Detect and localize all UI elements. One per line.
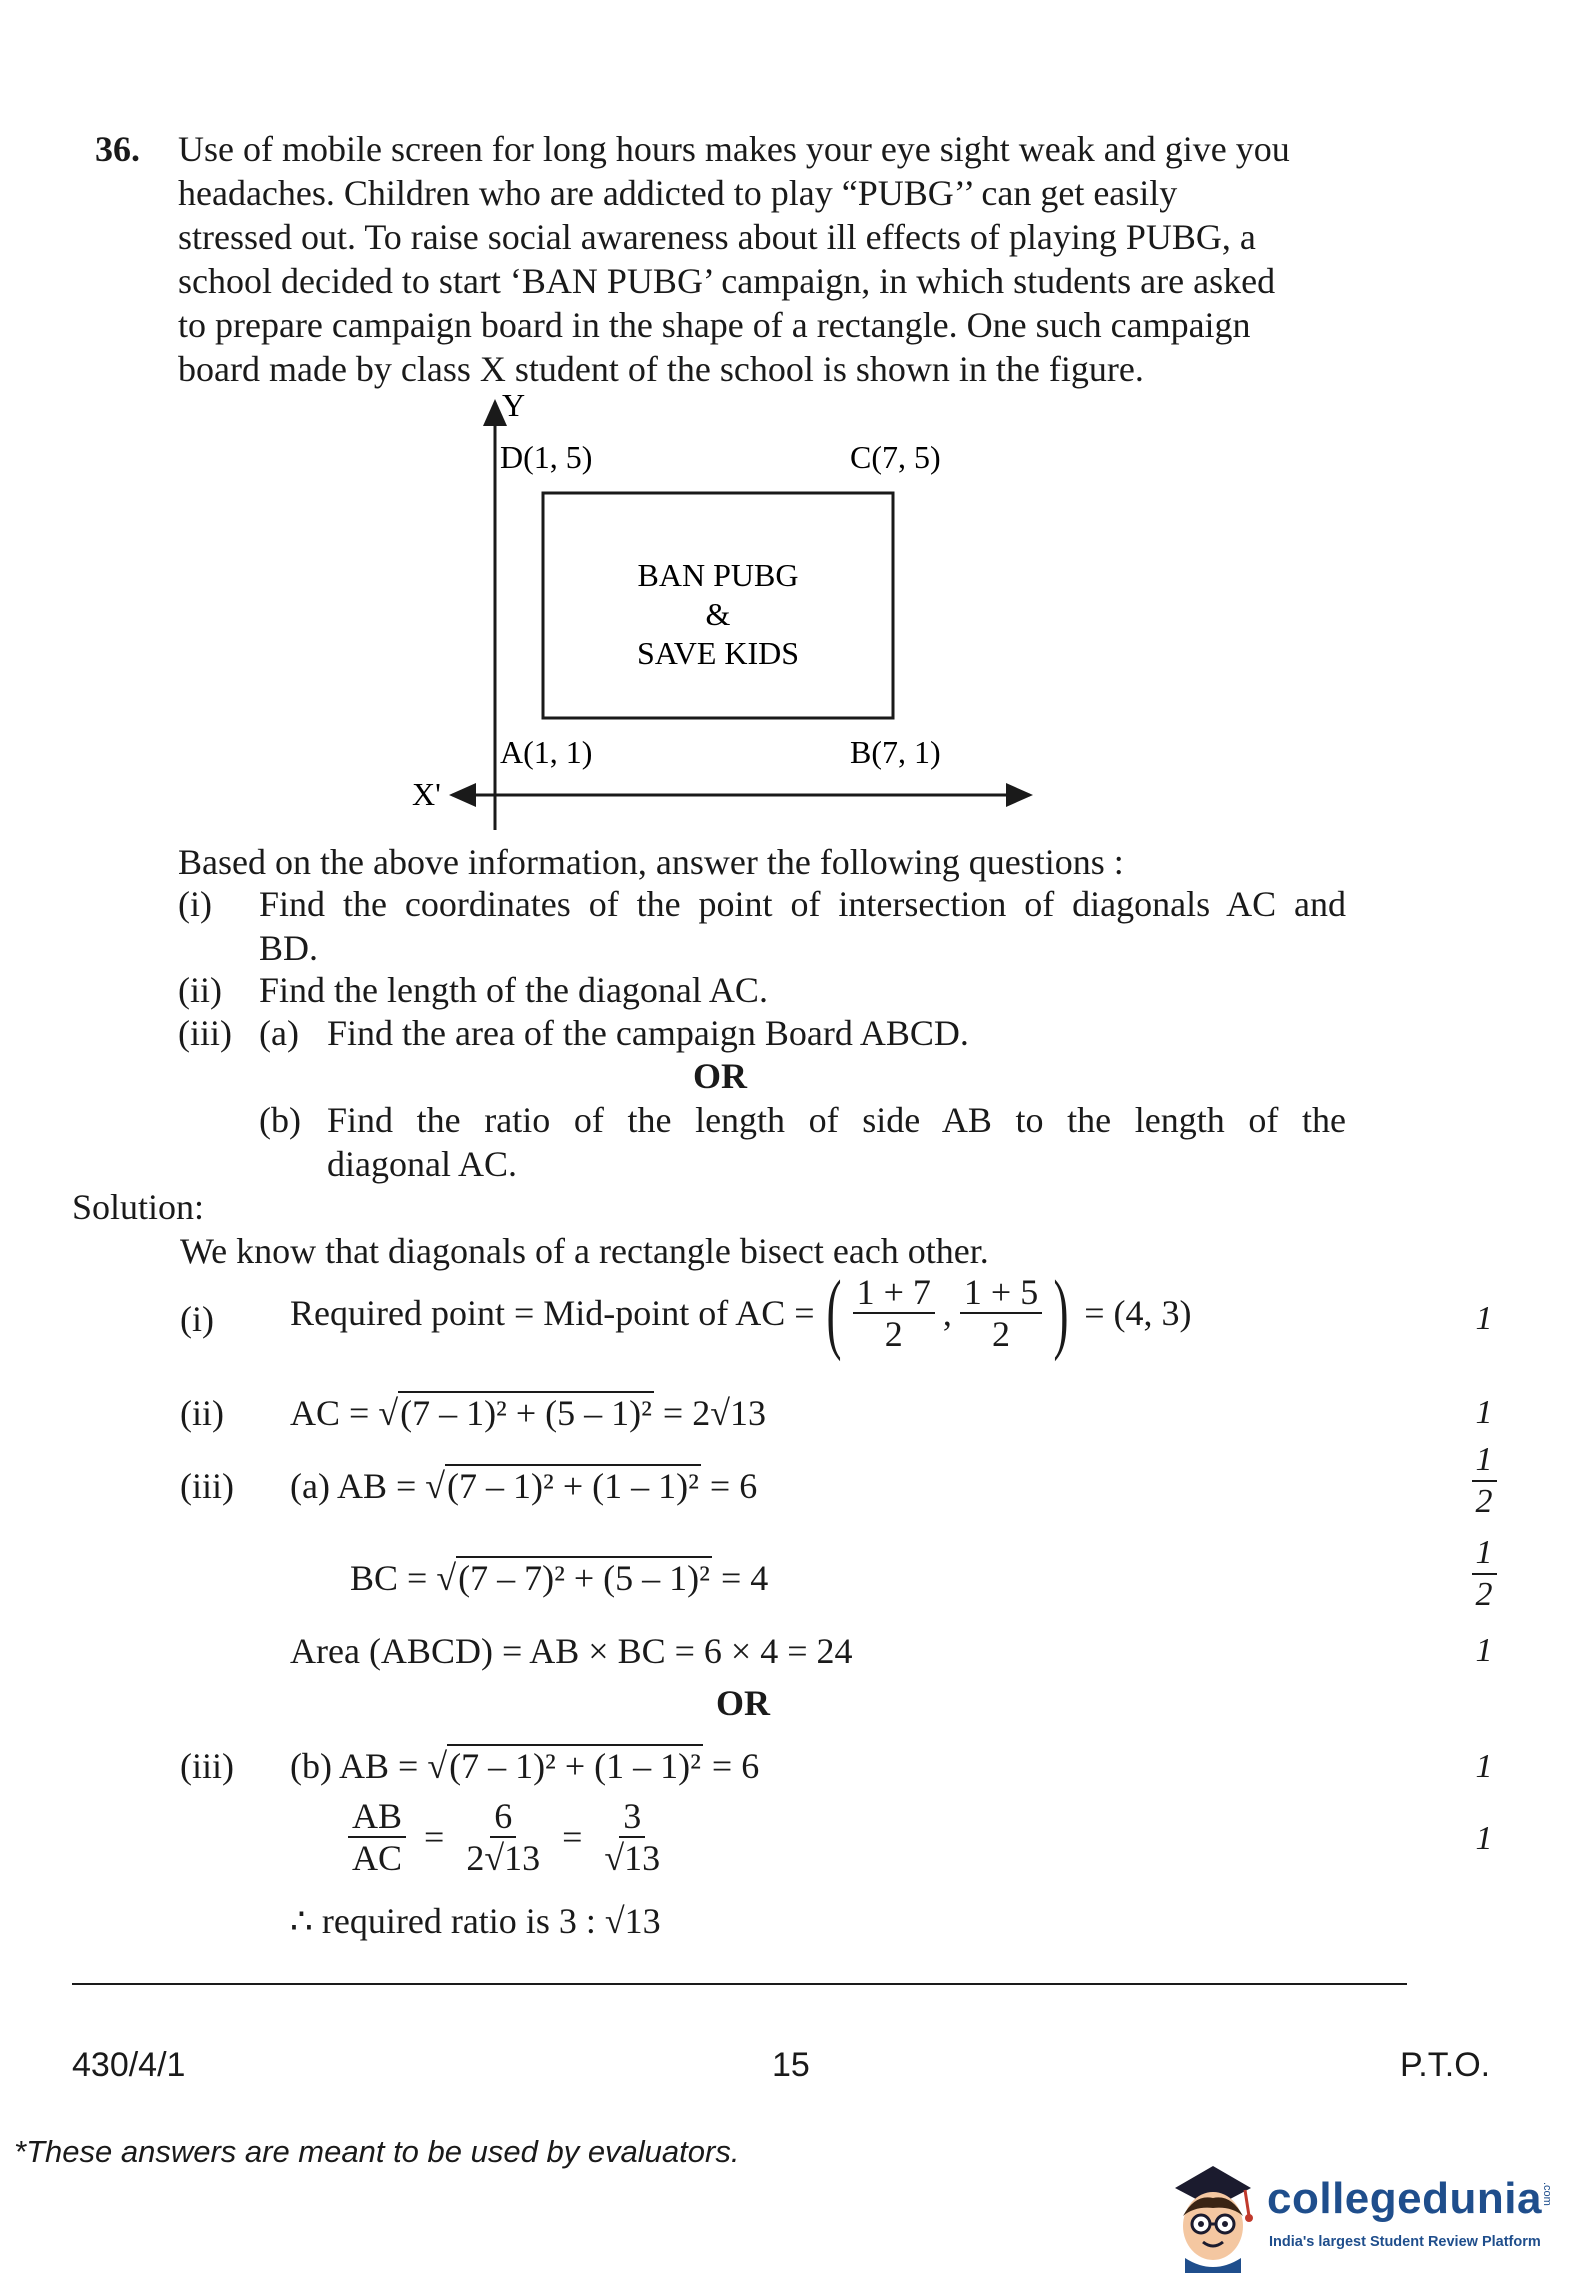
radicand: (7 – 1)² + (1 – 1)² — [447, 1466, 699, 1506]
solution-bc-lhs: BC = — [350, 1558, 428, 1598]
paragraph-line: Use of mobile screen for long hours makes your eye sight weak and give you — [178, 129, 1290, 169]
sub-question-i-label: (i) — [178, 884, 212, 924]
student-mascot-icon — [1165, 2158, 1260, 2273]
ratio-mid — [462, 1796, 544, 1878]
fraction-x — [853, 1272, 935, 1354]
solution-intro: We know that diagonals of a rectangle bisect each other. — [180, 1231, 989, 1271]
radicand: (7 – 7)² + (5 – 1)² — [458, 1558, 710, 1598]
sqrt-expression — [378, 1392, 654, 1434]
solution-iii-b-result: = 6 — [711, 1746, 760, 1786]
fraction-denominator: 2√13 — [466, 1838, 541, 1878]
point-a-label: A(1, 1) — [500, 734, 593, 770]
sqrt-expression — [427, 1745, 703, 1787]
sub-question-iii-b — [327, 1098, 1346, 1186]
brand-logo[interactable] — [1165, 2158, 1565, 2273]
mark-bc — [1464, 1533, 1504, 1615]
sub-question-iii-label: (iii) — [178, 1013, 232, 1053]
fraction-numerator: 1 + 7 — [853, 1272, 935, 1314]
paragraph-line: stressed out. To raise social awareness about ill effects of playing PUBG, a — [178, 217, 1256, 257]
sqrt-icon: √ — [436, 1558, 457, 1598]
solution-ratio-expression — [348, 1796, 664, 1878]
paragraph-line: school decided to start ‘BAN PUBG’ campaign, in which students are asked — [178, 261, 1276, 301]
sqrt-icon: √ — [425, 1466, 446, 1506]
point-c-label: C(7, 5) — [850, 439, 941, 475]
solution-i-expression — [290, 1263, 1192, 1362]
mark-denominator: 2 — [1475, 1576, 1493, 1613]
equals-sign: = — [424, 1817, 445, 1857]
half-mark — [1472, 1440, 1497, 1522]
brand-tagline: India's largest Student Review Platform — [1269, 2234, 1541, 2250]
board-text-line2: & — [705, 596, 731, 632]
brand-name: collegedunia — [1267, 2174, 1542, 2223]
paragraph-line: to prepare campaign board in the shape of a rectangle. One such campaign — [178, 305, 1251, 345]
close-paren: ) — [1053, 1263, 1069, 1362]
solution-i-result: = (4, 3) — [1084, 1293, 1192, 1333]
solution-ii-expression — [290, 1392, 766, 1434]
solution-iii-a-result: = 6 — [709, 1466, 758, 1506]
fraction-numerator: 6 — [490, 1796, 516, 1838]
sqrt-icon: √ — [378, 1393, 399, 1433]
sub-question-ii: Find the length of the diagonal AC. — [259, 970, 768, 1010]
comma: , — [942, 1293, 952, 1333]
radicand: (7 – 1)² + (5 – 1)² — [400, 1393, 652, 1433]
page-number: 15 — [772, 2046, 810, 2084]
sub-question-iii-b-label: (b) — [259, 1100, 301, 1140]
ratio-lhs — [348, 1796, 406, 1878]
solution-ii-label: (ii) — [180, 1393, 224, 1433]
half-mark — [1472, 1533, 1497, 1615]
solution-iii-b-expression — [290, 1745, 759, 1787]
mark-numerator: 1 — [1472, 1440, 1497, 1482]
sub-question-iii-a: Find the area of the campaign Board ABCD. — [327, 1013, 969, 1053]
solution-iii-b-lhs: (b) AB = — [290, 1746, 419, 1786]
mark-denominator: 2 — [1475, 1483, 1493, 1520]
solution-or-divider: OR — [716, 1683, 770, 1723]
paragraph-line: board made by class X student of the school is shown in the figure. — [178, 349, 1144, 389]
fraction-y — [960, 1272, 1042, 1354]
solution-i-label: (i) — [180, 1299, 214, 1339]
fraction-denominator: AC — [352, 1838, 403, 1878]
point-d-label: D(1, 5) — [500, 439, 593, 475]
question-number: 36. — [95, 129, 140, 169]
brand-suffix: .com — [1541, 2182, 1553, 2206]
sub-question-ii-label: (ii) — [178, 970, 222, 1010]
solution-iii-a-expression — [290, 1465, 757, 1507]
sub-question-iii-b-line: Find the ratio of the length of side AB to the length of the — [327, 1100, 1346, 1140]
mark-iii-b: 1 — [1475, 1748, 1493, 1785]
sub-question-i-line: Find the coordinates of the point of intersection of diagonals AC and — [259, 884, 1346, 924]
solution-i-text: Required point = Mid-point of AC = — [290, 1293, 815, 1333]
solution-iii-a-lhs: (a) AB = — [290, 1466, 417, 1506]
mark-i: 1 — [1475, 1300, 1493, 1337]
paper-code: 430/4/1 — [72, 2046, 186, 2084]
evaluator-disclaimer: *These answers are meant to be used by evaluators. — [14, 2134, 740, 2169]
fraction-denominator: 2 — [992, 1314, 1011, 1354]
sub-question-iii-a-label: (a) — [259, 1013, 299, 1053]
equals-sign: = — [562, 1817, 583, 1857]
footer-divider — [72, 1983, 1407, 1985]
pto-label: P.T.O. — [1400, 2046, 1491, 2084]
questions-intro: Based on the above information, answer the following questions : — [178, 842, 1124, 882]
fraction-numerator: 1 + 5 — [960, 1272, 1042, 1314]
coordinate-figure — [0, 0, 1571, 860]
x-axis-label: X' — [412, 776, 441, 812]
fraction-denominator: 2 — [884, 1314, 903, 1354]
solution-bc-expression — [350, 1557, 768, 1599]
sqrt-expression — [436, 1557, 712, 1599]
solution-heading: Solution: — [72, 1187, 205, 1227]
paragraph-line: headaches. Children who are addicted to play “PUBG’’ can get easily — [178, 173, 1178, 213]
solution-iii-b-label: (iii) — [180, 1746, 234, 1786]
sqrt-expression — [425, 1465, 701, 1507]
solution-ii-lhs: AC = — [290, 1393, 370, 1433]
sub-question-i — [259, 882, 1346, 970]
fraction-numerator: AB — [348, 1796, 406, 1838]
y-axis-label: Y — [502, 387, 526, 423]
sub-question-iii-b-line: diagonal AC. — [327, 1144, 517, 1184]
ratio-rhs — [600, 1796, 664, 1878]
solution-area: Area (ABCD) = AB × BC = 6 × 4 = 24 — [290, 1631, 853, 1671]
mark-area: 1 — [1475, 1632, 1493, 1669]
sub-question-i-line: BD. — [259, 928, 319, 968]
mark-iii-a — [1464, 1440, 1504, 1522]
solution-bc-result: = 4 — [720, 1558, 769, 1598]
sqrt-icon: √ — [427, 1746, 448, 1786]
mark-numerator: 1 — [1472, 1533, 1497, 1575]
fraction-numerator: 3 — [619, 1796, 645, 1838]
mark-ii: 1 — [1475, 1394, 1493, 1431]
open-paren: ( — [826, 1263, 842, 1362]
radicand: (7 – 1)² + (1 – 1)² — [449, 1746, 701, 1786]
point-b-label: B(7, 1) — [850, 734, 941, 770]
solution-iii-label: (iii) — [180, 1466, 234, 1506]
mark-ratio: 1 — [1475, 1820, 1493, 1857]
board-text-line1: BAN PUBG — [637, 557, 799, 593]
fraction-denominator: √13 — [604, 1838, 661, 1878]
board-text-line3: SAVE KIDS — [636, 635, 800, 671]
or-divider: OR — [693, 1056, 747, 1096]
solution-conclusion: ∴ required ratio is 3 : √13 — [290, 1901, 661, 1941]
solution-ii-result: = 2√13 — [662, 1393, 766, 1433]
